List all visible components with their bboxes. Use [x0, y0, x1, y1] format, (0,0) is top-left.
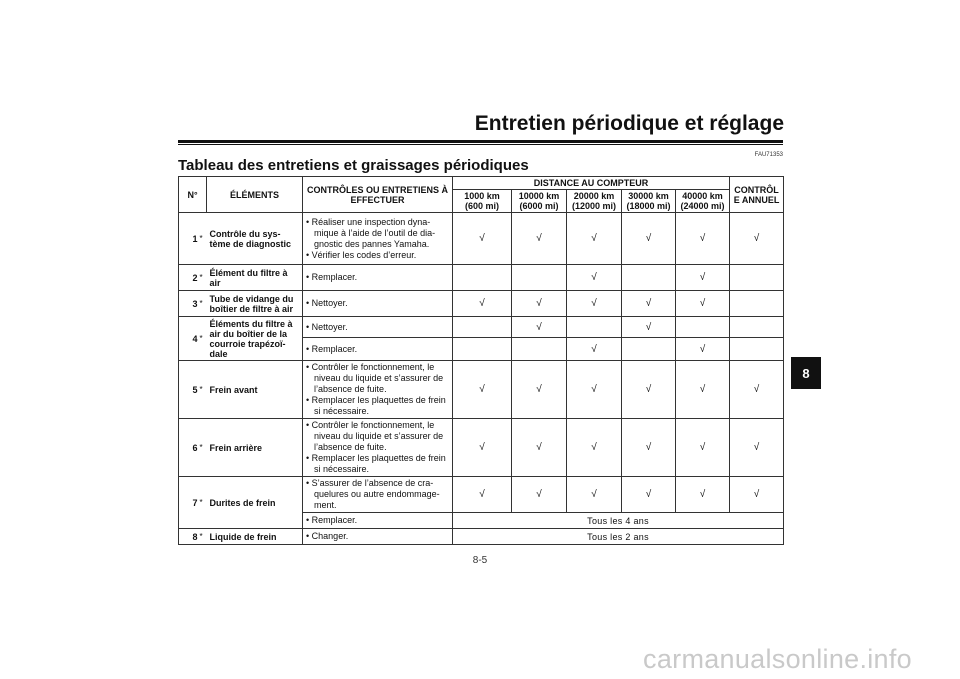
col-header-km: 20000 km (12000 mi) — [567, 190, 622, 213]
check-mark: √ — [676, 419, 730, 477]
row-element: Liquide de frein — [207, 529, 303, 545]
col-header-elements: ÉLÉMENTS — [207, 177, 303, 213]
check-mark: √ — [567, 419, 622, 477]
check-empty — [730, 317, 784, 338]
action-text: • Remplacer les plaquettes de frein si nécessaire. — [306, 453, 446, 474]
check-mark: √ — [512, 419, 567, 477]
row-actions — [303, 513, 453, 529]
chapter-tab[interactable]: 8 — [791, 357, 821, 389]
check-mark: √ — [676, 477, 730, 513]
row-star: * — [199, 213, 207, 265]
table-row — [179, 265, 784, 291]
row-element: Durites de frein — [207, 477, 303, 529]
row-star: * — [199, 317, 207, 361]
action-text: • Nettoyer. — [306, 298, 348, 308]
action-text: • Contrôler le fonctionnement, le niveau du liquide et s’assurer de l’absence de fuite. — [306, 362, 444, 394]
row-element: Tube de vidange du boîtier de filtre à air — [207, 291, 303, 317]
check-mark: √ — [676, 213, 730, 265]
check-mark: √ — [730, 361, 784, 419]
check-mark: √ — [676, 291, 730, 317]
col-header-no: N° — [179, 177, 207, 213]
action-text: • Réaliser une inspection dyna-mique à l’aide de l’outil de dia-gnostic des pannes Yamaha. — [306, 216, 436, 249]
row-actions — [303, 529, 453, 545]
check-mark: √ — [512, 213, 567, 265]
table-row — [179, 419, 784, 477]
check-mark: √ — [567, 338, 622, 361]
check-mark: √ — [730, 477, 784, 513]
row-number: 7 — [179, 477, 199, 529]
col-header-km: 10000 km (6000 mi) — [512, 190, 567, 213]
interval-text: Tous les 2 ans — [453, 529, 784, 545]
check-mark: √ — [453, 477, 512, 513]
check-empty — [730, 338, 784, 361]
check-empty — [567, 317, 622, 338]
row-number: 4 — [179, 317, 199, 361]
row-star: * — [199, 265, 207, 291]
row-element: Contrôle du sys-tème de diagnostic — [207, 213, 303, 265]
row-element: Frein avant — [207, 361, 303, 419]
action-text: • Contrôler le fonctionnement, le niveau du liquide et s’assurer de l’absence de fuite. — [306, 420, 444, 452]
action-text: • Remplacer. — [306, 515, 358, 525]
table-row — [179, 213, 784, 265]
check-empty — [676, 317, 730, 338]
header-rule-thin — [178, 144, 783, 145]
check-empty — [453, 265, 512, 291]
check-mark: √ — [567, 477, 622, 513]
row-element: Élément du filtre à air — [207, 265, 303, 291]
check-mark: √ — [622, 317, 676, 338]
row-number: 8 — [179, 529, 199, 545]
row-star: * — [199, 477, 207, 529]
row-actions — [303, 419, 453, 477]
section-title: Tableau des entretiens et graissages périodiques — [178, 157, 529, 174]
check-empty — [730, 291, 784, 317]
action-text: • S’assurer de l’absence de cra-quelures ou autre endommage-ment. — [306, 478, 440, 510]
col-header-annual: CONTRÔL E ANNUEL — [730, 177, 784, 213]
table-row — [179, 477, 784, 513]
table-row — [179, 291, 784, 317]
table-row — [179, 361, 784, 419]
page-header-title: Entretien périodique et réglage — [474, 112, 784, 135]
check-mark: √ — [622, 213, 676, 265]
check-mark: √ — [730, 213, 784, 265]
interval-text: Tous les 4 ans — [453, 513, 784, 529]
check-mark: √ — [676, 338, 730, 361]
check-mark: √ — [512, 291, 567, 317]
check-mark: √ — [676, 265, 730, 291]
row-number: 2 — [179, 265, 199, 291]
action-text: • Nettoyer. — [306, 321, 348, 332]
col-header-km: 30000 km (18000 mi) — [622, 190, 676, 213]
check-mark: √ — [567, 291, 622, 317]
row-star: * — [199, 361, 207, 419]
check-mark: √ — [512, 317, 567, 338]
check-empty — [730, 265, 784, 291]
check-mark: √ — [622, 419, 676, 477]
check-mark: √ — [453, 213, 512, 265]
col-header-checks: CONTRÔLES OU ENTRETIENS À EFFECTUER — [303, 177, 453, 213]
row-element: Frein arrière — [207, 419, 303, 477]
col-header-distance: DISTANCE AU COMPTEUR — [453, 177, 730, 190]
row-number: 1 — [179, 213, 199, 265]
row-number: 5 — [179, 361, 199, 419]
check-empty — [512, 338, 567, 361]
check-mark: √ — [676, 361, 730, 419]
row-number: 3 — [179, 291, 199, 317]
check-empty — [453, 338, 512, 361]
watermark: carmanualsonline.info — [643, 644, 912, 674]
row-actions — [303, 317, 453, 338]
table-row — [179, 529, 784, 545]
check-mark: √ — [453, 291, 512, 317]
action-text: • Changer. — [306, 531, 349, 541]
page-number: 8-5 — [472, 555, 488, 566]
check-mark: √ — [453, 419, 512, 477]
check-empty — [512, 265, 567, 291]
document-code: FAU71353 — [754, 152, 783, 158]
row-star: * — [199, 291, 207, 317]
row-element: Éléments du filtre à air du boîtier de la courroie trapézoï-dale — [207, 317, 303, 361]
check-mark: √ — [453, 361, 512, 419]
check-mark: √ — [622, 361, 676, 419]
maintenance-table — [178, 176, 784, 545]
row-star: * — [199, 529, 207, 545]
action-text: • Remplacer. — [306, 343, 358, 354]
table-row — [179, 317, 784, 338]
action-text: • Remplacer les plaquettes de frein si nécessaire. — [306, 395, 446, 416]
check-mark: √ — [512, 361, 567, 419]
check-empty — [622, 338, 676, 361]
table-header-row — [179, 177, 784, 190]
header-rule — [178, 140, 783, 143]
row-star: * — [199, 419, 207, 477]
check-mark: √ — [567, 265, 622, 291]
check-empty — [453, 317, 512, 338]
action-text: • Remplacer. — [306, 272, 358, 282]
check-mark: √ — [730, 419, 784, 477]
row-actions — [303, 477, 453, 513]
col-header-km: 1000 km (600 mi) — [453, 190, 512, 213]
row-actions — [303, 213, 453, 265]
action-text: • Vérifier les codes d’erreur. — [306, 249, 417, 260]
row-actions — [303, 361, 453, 419]
check-mark: √ — [622, 291, 676, 317]
check-mark: √ — [567, 361, 622, 419]
row-actions — [303, 338, 453, 361]
row-actions — [303, 265, 453, 291]
col-header-km: 40000 km (24000 mi) — [676, 190, 730, 213]
check-mark: √ — [567, 213, 622, 265]
check-mark: √ — [622, 477, 676, 513]
check-empty — [622, 265, 676, 291]
row-actions — [303, 291, 453, 317]
row-number: 6 — [179, 419, 199, 477]
check-mark: √ — [512, 477, 567, 513]
